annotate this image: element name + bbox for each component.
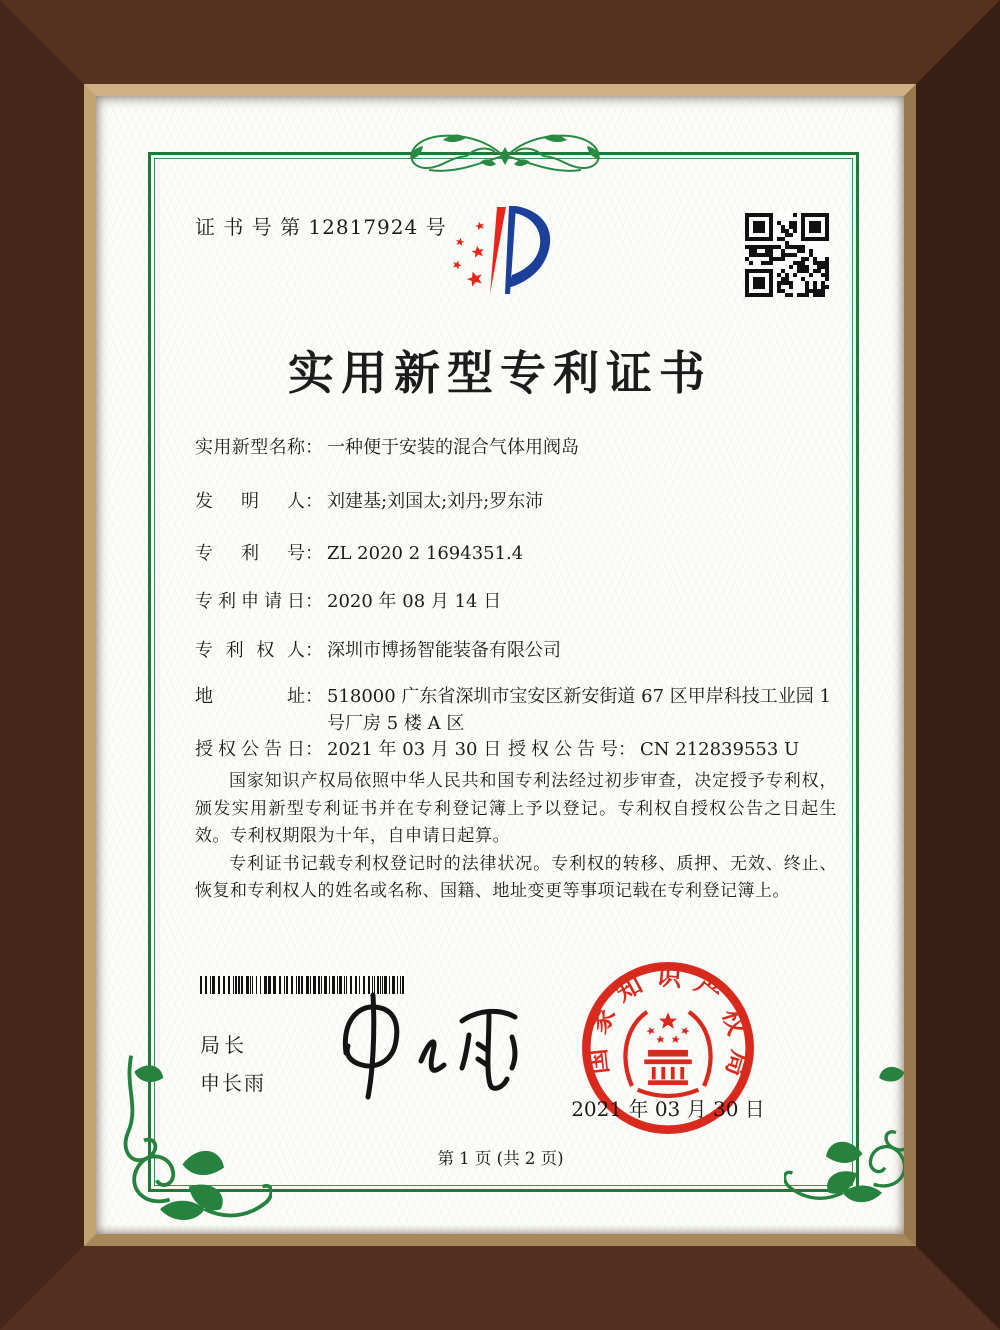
signer-name: 申长雨 bbox=[200, 1071, 266, 1095]
logo-red-wedge bbox=[490, 207, 506, 294]
field-label: 专利号 bbox=[195, 543, 305, 564]
page-footer: 第 1 页 (共 2 页) bbox=[437, 1149, 564, 1168]
field-row-inventors bbox=[195, 488, 840, 515]
certificate-title: 实用新型专利证书 bbox=[288, 346, 712, 400]
logo-stars bbox=[452, 220, 486, 287]
seal-ring-text-holder bbox=[581, 961, 756, 1091]
qr-code bbox=[745, 213, 829, 297]
field-value: 深圳市博扬智能装备有限公司 bbox=[327, 640, 561, 661]
field-label: 地址 bbox=[195, 686, 305, 707]
official-seal bbox=[573, 953, 763, 1143]
field-label: 发明人 bbox=[195, 491, 305, 512]
cnipa-logo bbox=[448, 203, 552, 297]
field-pair-grant-number bbox=[508, 736, 838, 763]
field-value: 2021 年 03 月 30 日 bbox=[327, 739, 502, 760]
field-colon: ： bbox=[305, 491, 323, 512]
signer-title: 局长 bbox=[200, 1033, 248, 1057]
border-ornament-top bbox=[383, 126, 627, 184]
field-label: 专利申请日 bbox=[195, 591, 305, 612]
field-row-grant bbox=[195, 736, 840, 763]
field-label: 专利权人 bbox=[195, 640, 305, 661]
national-emblem bbox=[625, 1012, 710, 1096]
field-row-filing-date bbox=[195, 588, 840, 615]
field-value: 518000 广东省深圳市宝安区新安街道 67 区甲岸科技工业园 1 号厂房 5 楼 A 区 bbox=[327, 686, 831, 734]
field-colon: ： bbox=[618, 739, 636, 760]
field-value: ZL 2020 2 1694351.4 bbox=[327, 543, 524, 564]
field-label: 实用新型名称 bbox=[195, 437, 305, 458]
field-row-patentee bbox=[195, 637, 840, 664]
field-label: 授权公告号 bbox=[508, 739, 618, 760]
field-colon: ： bbox=[305, 591, 323, 612]
gold-trim bbox=[84, 84, 916, 1246]
field-value: 一种便于安装的混合气体用阀岛 bbox=[327, 437, 579, 458]
field-row-address bbox=[195, 683, 840, 737]
paragraph: 专利证书记载专利权登记时的法律状况。专利权的转移、质押、无效、终止、恢复和专利权人的姓名或名称、国籍、地址变更等事项记载在专利登记簿上。 bbox=[195, 853, 837, 901]
field-colon: ： bbox=[305, 640, 323, 661]
field-label: 授权公告日 bbox=[195, 739, 305, 760]
field-value: 2020 年 08 月 14 日 bbox=[327, 591, 502, 612]
field-colon: ： bbox=[305, 437, 323, 458]
border-ornament-bottom-right bbox=[784, 1054, 904, 1214]
field-colon: ： bbox=[305, 686, 323, 707]
certificate-page bbox=[96, 96, 904, 1234]
field-row-patent-number bbox=[195, 540, 840, 567]
field-colon: ： bbox=[305, 739, 323, 760]
certificate-number: 证 书 号 第 12817924 号 bbox=[195, 215, 447, 239]
field-value: 刘建基;刘国太;刘丹;罗东沛 bbox=[327, 491, 544, 512]
field-row-name bbox=[195, 434, 840, 461]
field-colon: ： bbox=[305, 543, 323, 564]
legal-text bbox=[195, 768, 837, 906]
seal-ring-text: 国家知识产权局 bbox=[580, 961, 756, 1092]
signature bbox=[328, 991, 528, 1106]
field-value: CN 212839553 U bbox=[640, 739, 800, 760]
seal-date: 2021 年 03 月 30 日 bbox=[571, 1097, 765, 1121]
paragraph: 国家知识产权局依照中华人民共和国专利法经过初步审查，决定授予专利权，颁发实用新型专利证书并在专利登记簿上予以登记。专利权自授权公告之日起生效。专利权期限为十年，自申请日起算。 bbox=[195, 771, 837, 846]
